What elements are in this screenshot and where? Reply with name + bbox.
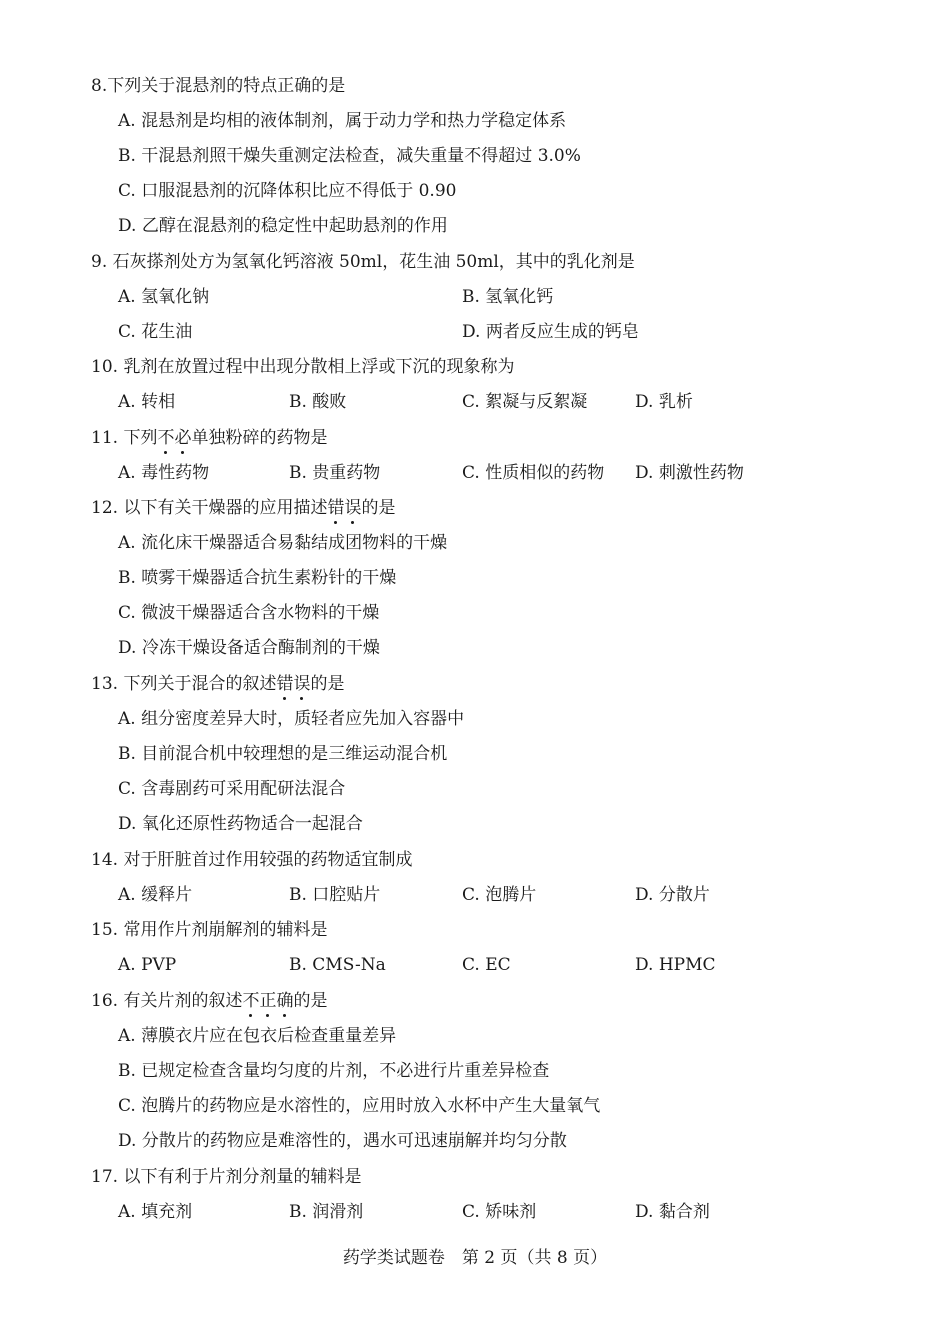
question-15-option-c: C. EC [462,955,511,975]
question-14-option-d: D. 分散片 [635,885,710,905]
stem-text: 16. 有关片剂的叙述 [91,991,243,1011]
emphasis-char: 错 [327,498,345,518]
emphasis-char: 必 [174,428,192,448]
question-9-option-a: A. 氢氧化钠 [118,287,210,307]
question-15-option-d: D. HPMC [635,955,716,975]
question-11-option-b: B. 贵重药物 [289,463,381,483]
question-15-stem: 15. 常用作片剂崩解剂的辅料是 [91,920,328,940]
stem-text: 11. 下列 [91,428,158,448]
question-8-stem: 8.下列关于混悬剂的特点正确的是 [91,76,346,96]
question-8-option-a: A. 混悬剂是均相的液体制剂，属于动力学和热力学稳定体系 [118,111,567,131]
question-8-option-b: B. 干混悬剂照干燥失重测定法检查，减失重量不得超过 3.0% [118,146,581,166]
question-13-option-a: A. 组分密度差异大时，质轻者应先加入容器中 [118,709,465,729]
question-17-stem: 17. 以下有利于片剂分剂量的辅料是 [91,1167,362,1187]
question-13-stem [91,673,344,695]
emphasis-char: 误 [293,674,311,694]
question-12-option-c: C. 微波干燥器适合含水物料的干燥 [118,603,380,623]
emphasis-char: 不 [157,428,175,448]
question-14-option-b: B. 口腔贴片 [289,885,381,905]
question-15-option-a: A. PVP [118,955,177,975]
question-16-option-c: C. 泡腾片的药物应是水溶性的，应用时放入水杯中产生大量氧气 [118,1096,601,1116]
question-16-stem [91,990,327,1012]
emphasis-char: 正 [259,991,277,1011]
question-10-stem: 10. 乳剂在放置过程中出现分散相上浮或下沉的现象称为 [91,357,515,377]
emphasis-char: 错 [276,674,294,694]
stem-text: 的是 [310,674,345,694]
question-9-option-d: D. 两者反应生成的钙皂 [462,322,639,342]
stem-text: 单独粉碎的药物是 [191,428,328,448]
question-9-option-b: B. 氢氧化钙 [462,287,554,307]
question-8-option-d: D. 乙醇在混悬剂的稳定性中起助悬剂的作用 [118,216,448,236]
emphasis-char: 误 [344,498,362,518]
question-14-stem: 14. 对于肝脏首过作用较强的药物适宜制成 [91,850,413,870]
emphasis-char: 不 [242,991,260,1011]
question-14-option-c: C. 泡腾片 [462,885,537,905]
question-14-option-a: A. 缓释片 [118,885,193,905]
page-footer: 药学类试题卷 第 2 页（共 8 页） [342,1248,608,1268]
question-8-option-c: C. 口服混悬剂的沉降体积比应不得低于 0.90 [118,181,457,201]
question-17-option-d: D. 黏合剂 [635,1202,710,1222]
emphasis-char: 确 [276,991,294,1011]
question-11-stem [91,427,327,449]
question-11-option-c: C. 性质相似的药物 [462,463,605,483]
question-12-option-a: A. 流化床干燥器适合易黏结成团物料的干燥 [118,533,448,553]
question-11-option-d: D. 刺激性药物 [635,463,744,483]
question-9-stem: 9. 石灰搽剂处方为氢氧化钙溶液 50ml，花生油 50ml，其中的乳化剂是 [91,252,635,272]
question-12-option-d: D. 冷冻干燥设备适合酶制剂的干燥 [118,638,380,658]
stem-text: 的是 [361,498,396,518]
question-16-option-a: A. 薄膜衣片应在包衣后检查重量差异 [118,1026,397,1046]
question-17-option-b: B. 润滑剂 [289,1202,364,1222]
question-12-option-b: B. 喷雾干燥器适合抗生素粉针的干燥 [118,568,397,588]
stem-text: 12. 以下有关干燥器的应用描述 [91,498,328,518]
question-16-option-d: D. 分散片的药物应是难溶性的，遇水可迅速崩解并均匀分散 [118,1131,567,1151]
question-17-option-a: A. 填充剂 [118,1202,193,1222]
question-10-option-a: A. 转相 [118,392,176,412]
stem-text: 的是 [293,991,328,1011]
question-15-option-b: B. CMS-Na [289,955,386,975]
stem-text: 13. 下列关于混合的叙述 [91,674,277,694]
question-13-option-d: D. 氧化还原性药物适合一起混合 [118,814,363,834]
question-10-option-b: B. 酸败 [289,392,347,412]
question-16-option-b: B. 已规定检查含量均匀度的片剂，不必进行片重差异检查 [118,1061,550,1081]
question-13-option-b: B. 目前混合机中较理想的是三维运动混合机 [118,744,448,764]
question-10-option-d: D. 乳析 [635,392,693,412]
question-9-option-c: C. 花生油 [118,322,193,342]
question-13-option-c: C. 含毒剧药可采用配研法混合 [118,779,346,799]
question-10-option-c: C. 絮凝与反絮凝 [462,392,588,412]
question-11-option-a: A. 毒性药物 [118,463,210,483]
question-17-option-c: C. 矫味剂 [462,1202,537,1222]
question-12-stem [91,497,395,519]
